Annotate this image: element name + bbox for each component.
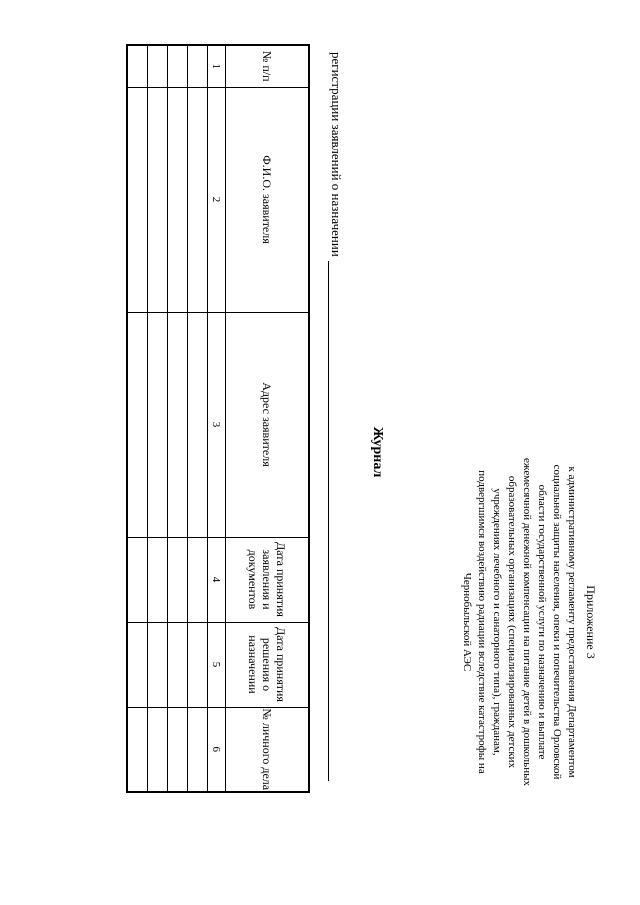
header-cell-decision-date: Дата принятия решения о назначении — [226, 622, 310, 707]
column-number: 5 — [208, 622, 226, 707]
annex-line: области государственной услуги по назначению и выплате — [536, 484, 548, 760]
annex-line: образовательных организациях (специализированных детских — [506, 475, 518, 769]
table-cell — [168, 622, 188, 707]
table-cell — [188, 87, 208, 312]
table-cell — [188, 537, 208, 622]
table-row — [127, 45, 148, 792]
table-cell — [188, 622, 208, 707]
table-row — [168, 45, 188, 792]
table-cell — [168, 312, 188, 537]
column-number: 6 — [208, 707, 226, 792]
table-cell — [168, 87, 188, 312]
table-cell — [148, 622, 168, 707]
table-cell — [188, 707, 208, 792]
header-cell-number: № п/п — [226, 45, 310, 87]
table-cell — [188, 45, 208, 87]
table-cell — [148, 87, 168, 312]
table-row — [148, 45, 168, 792]
header-cell-application-date: Дата принятия заявления и документов — [226, 537, 310, 622]
column-number: 2 — [208, 87, 226, 312]
annex-title: Приложение 3 — [584, 585, 598, 659]
table-cell — [168, 537, 188, 622]
table-cell — [127, 312, 148, 537]
subtitle-blank-line — [328, 261, 342, 781]
register-table — [126, 44, 310, 793]
document-page — [30, 22, 610, 882]
table-row — [188, 45, 208, 792]
table-cell — [188, 312, 208, 537]
column-number: 1 — [208, 45, 226, 87]
column-number: 3 — [208, 312, 226, 537]
table-cell — [127, 45, 148, 87]
annex-line: ежемесячной денежной компенсации на питание детей в дошкольных — [521, 458, 533, 786]
header-cell-applicant-name: Ф.И.О. заявителя — [226, 87, 310, 312]
annex-line: социальной защиты населения, опеки и попечительства Орловской — [551, 464, 563, 780]
column-number: 4 — [208, 537, 226, 622]
table-cell — [127, 707, 148, 792]
header-cell-applicant-address: Адрес заявителя — [226, 312, 310, 537]
table-cell — [168, 45, 188, 87]
annex-block — [459, 382, 598, 862]
table-cell — [127, 622, 148, 707]
table-cell — [127, 537, 148, 622]
annex-line: Чернобыльской АЭС — [461, 572, 473, 672]
column-number-row — [208, 45, 226, 792]
journal-subtitle-text: регистрации заявлений о назначении — [329, 52, 344, 257]
journal-subtitle — [328, 52, 344, 781]
journal-title: Журнал — [370, 426, 385, 478]
annex-line: учреждениях лечебного и санаторного типа), гражданам, — [491, 488, 503, 756]
table-cell — [148, 312, 168, 537]
table-cell — [148, 707, 168, 792]
table-cell — [127, 87, 148, 312]
annex-line: к административному регламенту предоставления Департаментом — [566, 466, 578, 778]
annex-line: подвергшимся воздействию радиации вследствие катастрофы на — [476, 470, 488, 774]
header-cell-case-number: № личного дела — [226, 707, 310, 792]
header-row — [226, 45, 310, 792]
table-cell — [148, 45, 168, 87]
table-cell — [148, 537, 168, 622]
table-cell — [168, 707, 188, 792]
